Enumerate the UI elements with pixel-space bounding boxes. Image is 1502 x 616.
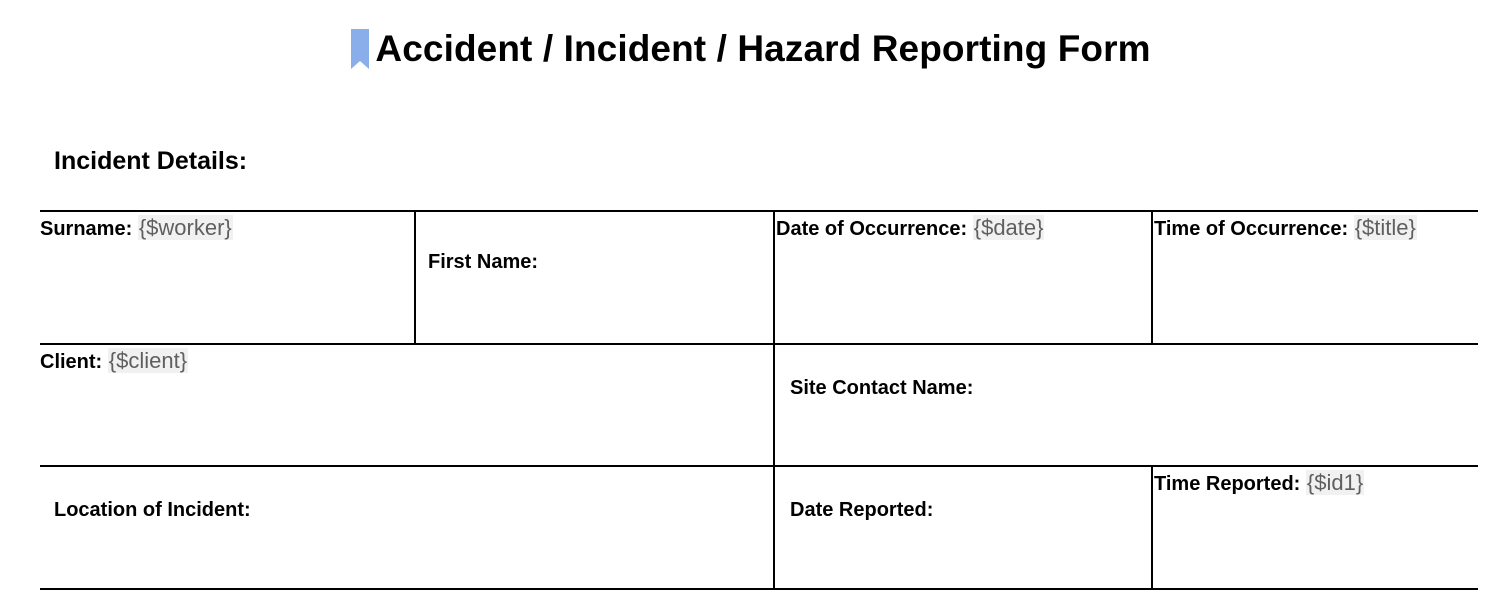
client-label: Client: [40, 351, 103, 373]
time-reported-label: Time Reported: [1154, 473, 1301, 495]
time-occurrence-label: Time of Occurrence: [1154, 218, 1349, 240]
date-reported-label: Date Reported: [790, 499, 934, 521]
table-rule-bottom [40, 588, 1478, 590]
title-container [0, 28, 1502, 72]
time-occurrence-field[interactable] [1154, 217, 1417, 239]
location-field[interactable] [54, 500, 251, 520]
surname-field[interactable] [40, 217, 233, 239]
bookmark-icon[interactable] [351, 29, 369, 69]
client-placeholder: {$client} [108, 348, 188, 373]
table-divider-v3b [1151, 465, 1153, 590]
surname-placeholder: {$worker} [138, 215, 232, 240]
table-rule-top [40, 210, 1478, 212]
client-field[interactable] [40, 350, 188, 372]
first-name-field[interactable] [428, 252, 538, 272]
table-rule-row1 [40, 343, 1478, 345]
date-occurrence-field[interactable] [776, 217, 1044, 239]
table-divider-v1 [414, 210, 416, 345]
section-heading: Incident Details: [54, 147, 248, 175]
surname-label: Surname: [40, 218, 133, 240]
date-occurrence-placeholder: {$date} [973, 215, 1044, 240]
site-contact-field[interactable] [790, 378, 973, 398]
date-occurrence-label: Date of Occurrence: [776, 218, 968, 240]
table-divider-v3a [1151, 210, 1153, 345]
document-title: Accident / Incident / Hazard Reporting Form [375, 28, 1151, 69]
first-name-label: First Name: [428, 251, 539, 273]
location-label: Location of Incident: [54, 499, 251, 521]
table-divider-v2 [773, 210, 775, 590]
time-occurrence-placeholder: {$title} [1354, 215, 1416, 240]
date-reported-field[interactable] [790, 500, 933, 520]
site-contact-label: Site Contact Name: [790, 377, 974, 399]
table-rule-row2 [40, 465, 1478, 467]
time-reported-placeholder: {$id1} [1306, 470, 1364, 495]
time-reported-field[interactable] [1154, 472, 1364, 494]
